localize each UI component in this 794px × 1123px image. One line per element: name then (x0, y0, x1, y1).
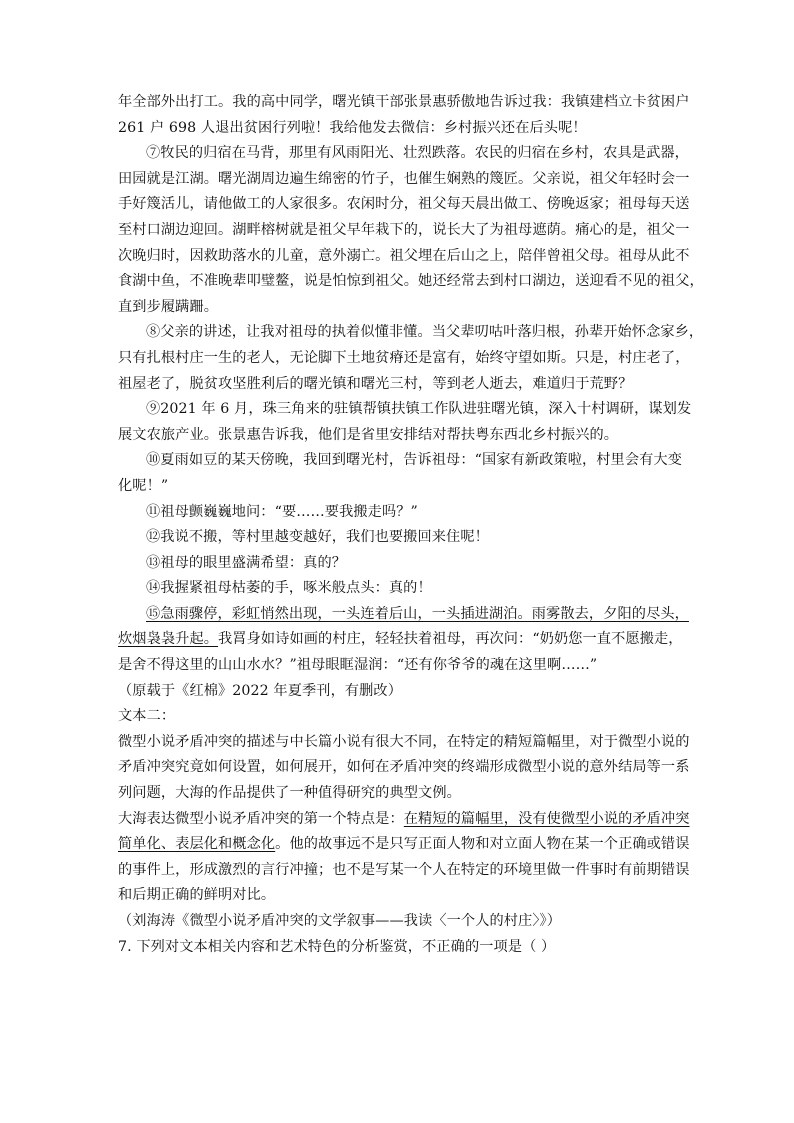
text-span: 。他的故事远不是只写正面人物和对立面人物在某一个正确或错误 (275, 836, 690, 853)
text-line: 年全部外出打工。我的高中同学，曙光镇干部张景惠骄傲地告诉过我：我镇建档立卡贫困户 (118, 94, 690, 110)
text-line: 展文农旅产业。张景惠告诉我，他们是省里安排结对帮扶粤东西北乡村振兴的。 (118, 426, 619, 443)
section-heading: 文本二： (118, 708, 176, 725)
text-line: 祖屋老了，脱贫攻坚胜利后的曙光镇和曙光三村，等到老人逝去，难道归于荒野？ (118, 375, 633, 392)
paragraph-15 (118, 602, 689, 679)
paragraph-13: ⑬祖母的眼里盛满希望：真的？ (146, 554, 347, 571)
text-line: 田园就是江湖。曙光湖周边遍生绵密的竹子，也催生娴熟的篾匠。父亲说，祖父年轻时会一 (118, 170, 690, 187)
text-span: 我罥身如诗如画的村庄，轻轻扶着祖母，再次问：“奶奶您一直不愿搬走， (218, 631, 683, 648)
underlined-text: 炊烟袅袅升起。 (118, 631, 219, 648)
text-line: 261 户 698 人退出贫困行列啦！我给他发去微信：乡村振兴还在后头呢！ (118, 119, 587, 136)
source-note-two: （刘海涛《微型小说矛盾冲突的文学叙事——我读〈一个人的村庄〉》） (118, 913, 562, 929)
text-line: 是舍不得这里的山山水水？”祖母眼眶湿润：“还有你爷爷的魂在这里啊……” (118, 657, 598, 674)
underlined-text: 简单化、表层化和概念化 (118, 836, 276, 853)
essay-paragraph-2 (118, 807, 690, 909)
text-line: 手好篾活儿，请他做工的人家很多。农闲时分，祖父每天晨出做工、傍晚返家；祖母每天送 (118, 196, 690, 213)
text-line: 列问题，大海的作品提供了一种值得研究的典型文例。 (118, 785, 461, 802)
text-line: 只有扎根村庄一生的老人，无论脚下土地贫瘠还是富有，始终守望如斯。只是，村庄老了， (118, 349, 690, 366)
text-line: 次晚归时，因救助落水的儿童，意外溺亡。祖父埋在后山之上，陪伴曾祖父母。祖母从此不 (118, 247, 690, 264)
text-line (118, 627, 684, 653)
text-line: 至村口湖边迎回。湖畔榕树就是祖父早年栽下的，说长大了为祖母遮荫。痛心的是，祖父一 (118, 221, 690, 238)
text-line (118, 602, 689, 628)
text-line: ⑩夏雨如豆的某天傍晚，我回到曙光村，告诉祖母：“国家有新政策啦，村里会有大变 (146, 452, 682, 469)
paragraph-7 (118, 141, 704, 320)
paragraph-10 (118, 448, 684, 499)
paragraph-9 (118, 397, 692, 448)
source-note-one: （原载于《红棉》2022 年夏季刊，有删改） (118, 682, 403, 699)
text-line: ⑨2021 年 6 月，珠三角来的驻镇帮镇扶镇工作队进驻曙光镇，深入十村调研，谋划发 (146, 401, 692, 418)
text-span: 大海表达微型小说矛盾冲突的第一个特点是： (118, 810, 404, 827)
question-7: 7. 下列对文本相关内容和艺术特色的分析鉴赏，不正确的一项是（ ） (118, 938, 556, 955)
text-line: 化呢！” (118, 477, 169, 494)
text-line: 食湖中鱼，不准晚辈叩璧鳌，说是怕惊到祖父。她还经常去到村口湖边，送迎看不见的祖父， (118, 273, 704, 290)
text-line: 的事件上，形成激烈的言行冲撞；也不是写某一个人在特定的环境里做一件事时有前期错误 (118, 861, 690, 878)
essay-paragraph-1 (118, 730, 690, 807)
text-line: 微型小说矛盾冲突的描述与中长篇小说有很大不同，在特定的精短篇幅里，对于微型小说的 (118, 733, 690, 750)
text-line: 和后期正确的鲜明对比。 (118, 887, 276, 904)
paragraph-12: ⑫我说不搬，等村里越变越好，我们也要搬回来住呢！ (146, 529, 489, 546)
text-line: ⑧父亲的讲述，让我对祖母的执着似懂非懂。当父辈叨咕叶落归根，孙辈开始怀念家乡， (146, 324, 704, 341)
paragraph-14: ⑭我握紧祖母枯萎的手，啄米般点头：真的！ (146, 580, 432, 597)
paragraph-6 (118, 90, 690, 141)
underlined-text: 在精短的篇幅里，没有使微型小说的矛盾冲突 (403, 810, 690, 827)
paragraph-11: ⑪祖母颤巍巍地问：“要……要我搬走吗？” (146, 503, 418, 520)
text-line: 直到步履蹒跚。 (118, 298, 219, 315)
underlined-text: ⑮急雨骤停，彩虹悄然出现，一头连着后山，一头插进湖泊。雨雾散去，夕阳的尽头， (146, 605, 689, 622)
text-line: ⑦牧民的归宿在马背，那里有风雨阳光、壮烈跌落。农民的归宿在乡村，农具是武器， (146, 145, 689, 162)
text-line: 矛盾冲突究竟如何设置，如何展开，如何在矛盾冲突的终端形成微型小说的意外结局等一系 (118, 759, 690, 776)
document-page (118, 90, 704, 960)
text-line (118, 807, 690, 833)
paragraph-8 (118, 320, 704, 397)
text-line (118, 832, 690, 858)
